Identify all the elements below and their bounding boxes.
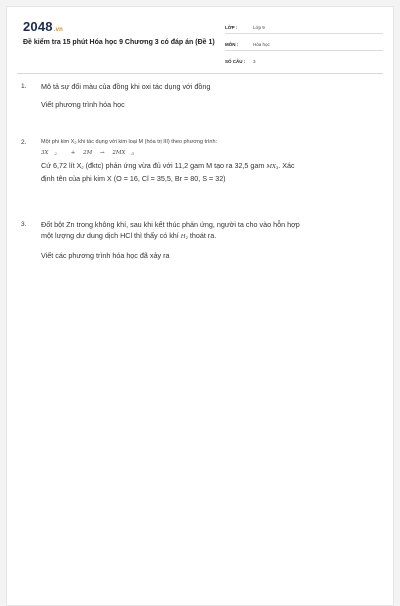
chemical-equation: 3X $_2$ + 2M → 2MX $_3$ [41, 150, 134, 156]
question-number: 3. [21, 221, 27, 228]
question-text: Cứ 6,72 lít $X_2$ (đktc) phản ứng vừa đủ với 11,2 gam M tạo ra 32,5 gam $MX_3$. Xác [41, 161, 295, 170]
header-divider [17, 73, 383, 74]
question-text: Mô tả sự đổi màu của đồng khi oxi tác dụng với đồng [41, 82, 211, 91]
meta-value: Hóa học [253, 42, 270, 47]
meta-row-subject [225, 39, 383, 51]
site-logo[interactable] [23, 19, 63, 34]
question-text: định tên của phi kim X (O = 16, Cl = 35,5, Br = 80, S = 32) [41, 174, 226, 183]
logo-tld: .vn [53, 27, 64, 33]
question-text: một lượng dư dung dịch HCl thì thấy có khí $H_2$ thoát ra. [41, 231, 217, 240]
meta-value: 3 [253, 59, 256, 64]
question-number: 1. [21, 83, 27, 90]
logo-text: 2048 [23, 19, 53, 34]
meta-label: LỚP : [225, 25, 238, 30]
meta-value: Lớp 9 [253, 25, 265, 30]
document-page [6, 6, 394, 606]
meta-row-class [225, 22, 383, 34]
question-text: Đốt bột Zn trong không khí, sau khi kết thúc phản ứng, người ta cho vào hỗn hợp [41, 220, 300, 229]
question-body [41, 219, 375, 261]
document-title: Đề kiểm tra 15 phút Hóa học 9 Chương 3 có đáp án (Đề 1) [23, 39, 215, 46]
question-body [41, 137, 375, 184]
question-text: Viết các phương trình hóa học đã xảy ra [41, 251, 170, 260]
question-body [41, 81, 375, 110]
question-intro: Một phi kim $X_2$ khi tác dụng với kim loại M (hóa trị III) theo phương trình: [41, 139, 218, 145]
meta-row-count [225, 56, 383, 67]
question-text: Viết phương trình hóa học [41, 100, 125, 109]
meta-label: MÔN : [225, 42, 239, 47]
meta-label: SỐ CÂU : [225, 59, 246, 64]
meta-table [225, 22, 383, 72]
question-number: 2. [21, 139, 27, 146]
